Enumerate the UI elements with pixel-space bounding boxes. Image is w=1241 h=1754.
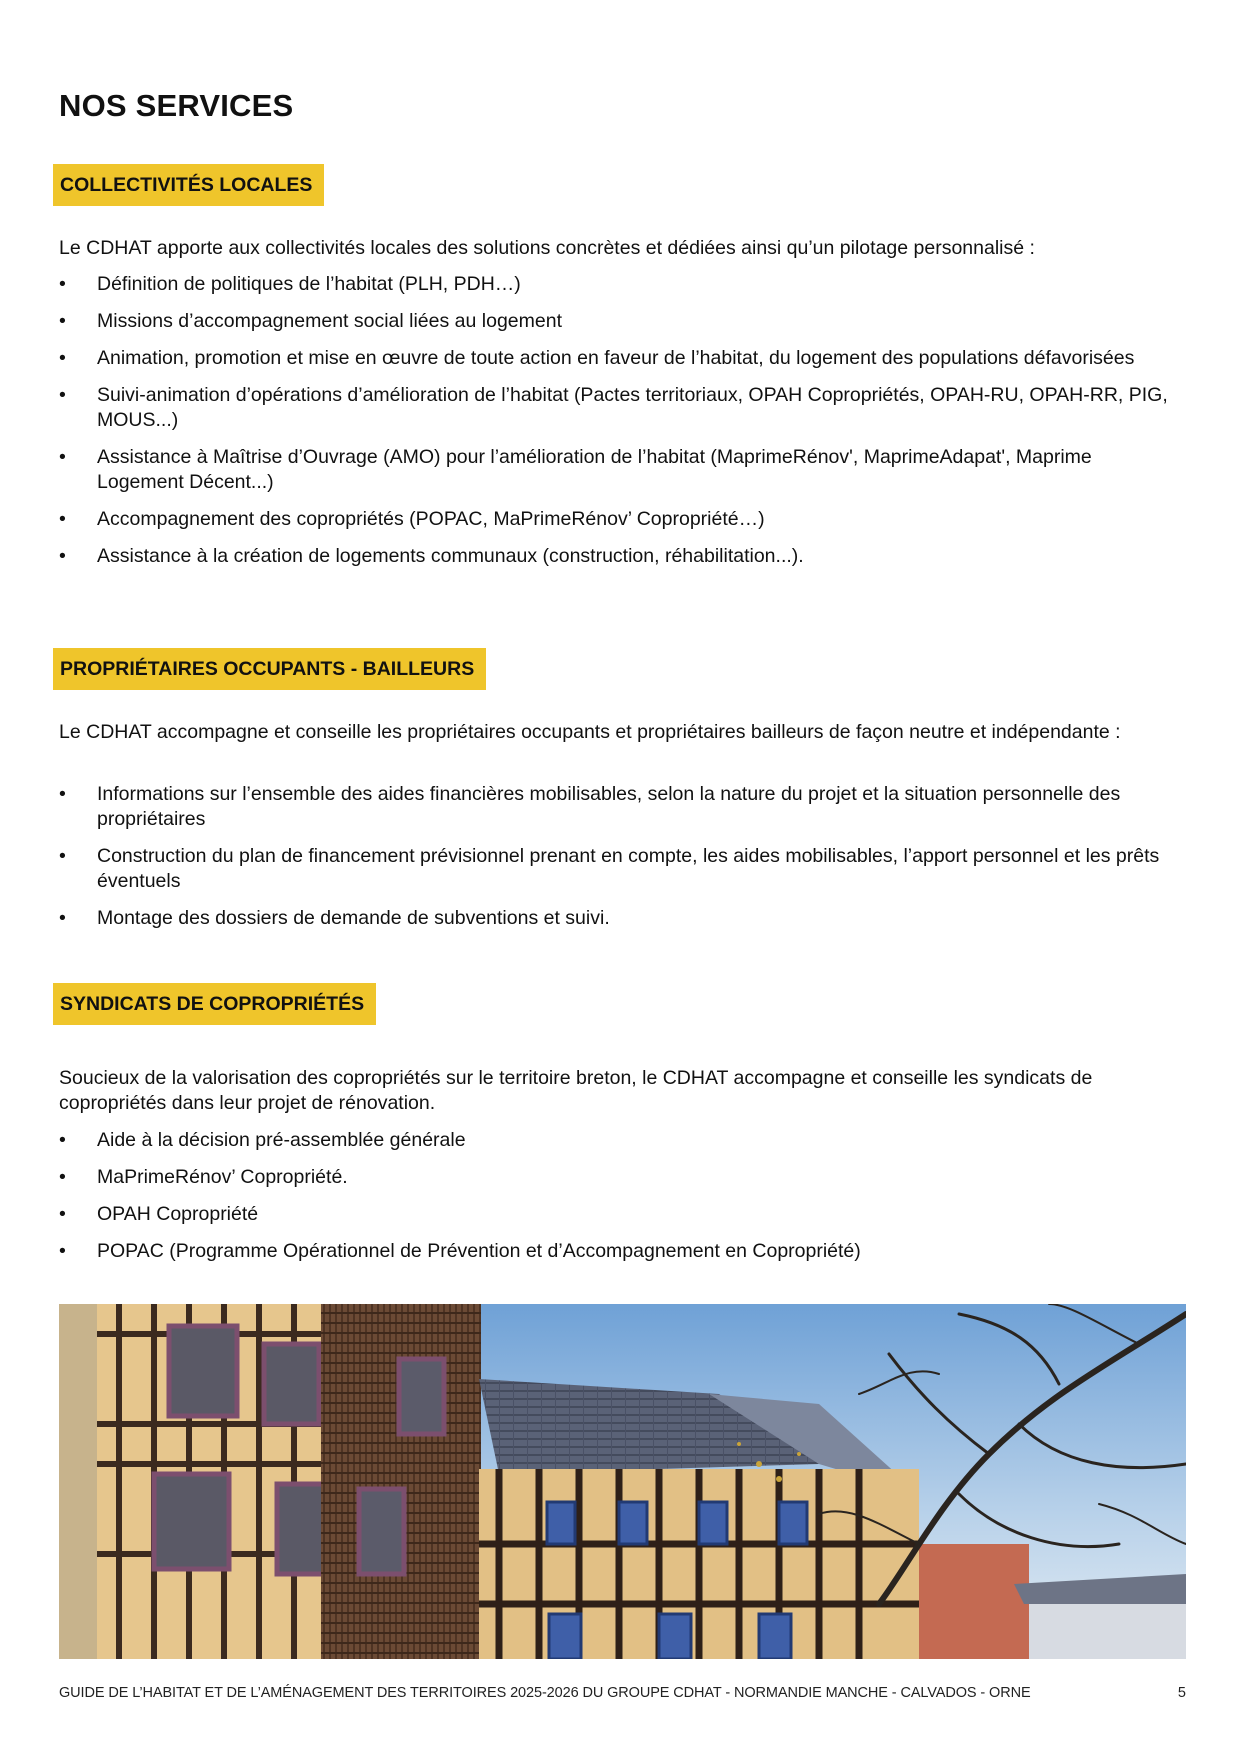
list-item	[59, 507, 1179, 532]
section-intro: Le CDHAT accompagne et conseille les propriétaires occupants et propriétaires bailleurs de façon neutre et indépendante :	[59, 721, 1121, 743]
list-item-text: Informations sur l’ensemble des aides financières mobilisables, selon la nature du projet et la situation personnelle des propriétaires	[97, 783, 1121, 830]
bullet-icon: •	[59, 907, 66, 929]
list-item	[59, 272, 1179, 297]
list-item-text: Suivi-animation d’opérations d’amélioration de l’habitat (Pactes territoriaux, OPAH Copropriétés, OPAH-RU, OPAH-RR, PIG, MOUS...)	[97, 384, 1168, 431]
list-item	[59, 1165, 1179, 1190]
list-item	[59, 383, 1179, 433]
bullet-list-proprietaires	[59, 782, 1179, 943]
bullet-icon: •	[59, 347, 66, 369]
bullet-icon: •	[59, 545, 66, 567]
bullet-icon: •	[59, 446, 66, 468]
list-item-text: MaPrimeRénov’ Copropriété.	[97, 1166, 348, 1188]
bullet-icon: •	[59, 1203, 66, 1225]
section-intro: Soucieux de la valorisation des copropriétés sur le territoire breton, le CDHAT accompagne et conseille les syndicats de copropriétés dans leur projet de rénovation.	[59, 1067, 1093, 1114]
list-item-text: Aide à la décision pré-assemblée générale	[97, 1129, 466, 1151]
half-timbered-houses-photo	[59, 1304, 1186, 1659]
list-item-text: Construction du plan de financement prévisionnel prenant en compte, les aides mobilisables, l’apport personnel et les prêts éventuels	[97, 845, 1160, 892]
list-item-text: Définition de politiques de l’habitat (PLH, PDH…)	[97, 273, 521, 295]
list-item-text: POPAC (Programme Opérationnel de Prévention et d’Accompagnement en Copropriété)	[97, 1240, 861, 1262]
bullet-icon: •	[59, 273, 66, 295]
list-item	[59, 1128, 1179, 1153]
bullet-list-syndicats	[59, 1128, 1179, 1276]
list-item	[59, 844, 1179, 894]
list-item	[59, 782, 1179, 832]
section-heading-proprietaires: PROPRIÉTAIRES OCCUPANTS - BAILLEURS	[53, 648, 486, 690]
list-item-text: Assistance à la création de logements communaux (construction, réhabilitation...).	[97, 545, 804, 567]
page-number: 5	[1177, 1685, 1186, 1701]
footer-text: GUIDE DE L’HABITAT ET DE L’AMÉNAGEMENT DES TERRITOIRES 2025-2026 DU GROUPE CDHAT - NORMANDIE MANCHE - CALVADOS - ORNE	[59, 1685, 1031, 1701]
list-item	[59, 1202, 1179, 1227]
list-item	[59, 309, 1179, 334]
page-title: NOS SERVICES	[59, 88, 294, 123]
bullet-icon: •	[59, 384, 66, 406]
section-heading-syndicats: SYNDICATS DE COPROPRIÉTÉS	[53, 983, 376, 1025]
list-item	[59, 906, 1179, 931]
list-item-text: Assistance à Maîtrise d’Ouvrage (AMO) pour l’amélioration de l’habitat (MaprimeRénov', MaprimeAdapat', Maprime Logement Décent...)	[97, 446, 1092, 493]
list-item-text: Animation, promotion et mise en œuvre de toute action en faveur de l’habitat, du logement des populations défavorisées	[97, 347, 1135, 369]
bullet-icon: •	[59, 1240, 66, 1262]
list-item-text: OPAH Copropriété	[97, 1203, 259, 1225]
bullet-list-collectivites	[59, 272, 1179, 581]
section-intro: Le CDHAT apporte aux collectivités locales des solutions concrètes et dédiées ainsi qu’un pilotage personnalisé :	[59, 237, 1035, 259]
list-item	[59, 445, 1179, 495]
list-item	[59, 1239, 1179, 1264]
list-item-text: Accompagnement des copropriétés (POPAC, MaPrimeRénov’ Copropriété…)	[97, 508, 765, 530]
bullet-icon: •	[59, 508, 66, 530]
list-item-text: Missions d’accompagnement social liées au logement	[97, 310, 562, 332]
list-item	[59, 346, 1179, 371]
list-item	[59, 544, 1179, 569]
bullet-icon: •	[59, 845, 66, 867]
bullet-icon: •	[59, 783, 66, 805]
list-item-text: Montage des dossiers de demande de subventions et suivi.	[97, 907, 610, 929]
bullet-icon: •	[59, 1129, 66, 1151]
section-heading-collectivites: COLLECTIVITÉS LOCALES	[53, 164, 324, 206]
bullet-icon: •	[59, 1166, 66, 1188]
bullet-icon: •	[59, 310, 66, 332]
